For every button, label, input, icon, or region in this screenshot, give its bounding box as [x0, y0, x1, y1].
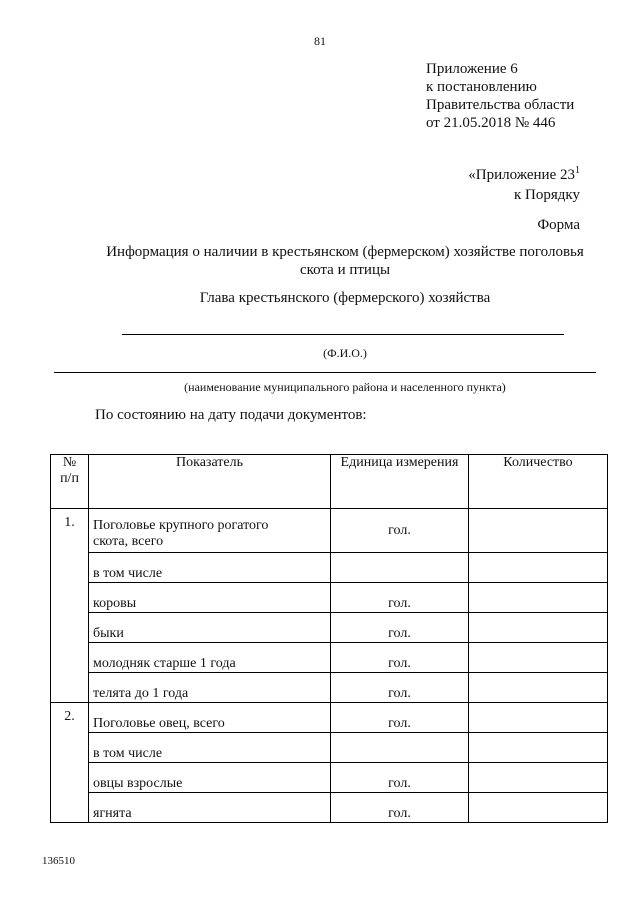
row-indicator	[89, 509, 331, 553]
header-number	[51, 455, 89, 509]
livestock-table	[50, 454, 608, 823]
table-row	[51, 793, 608, 823]
row-number	[51, 763, 89, 793]
row-unit	[331, 733, 469, 763]
quantity-input-cell[interactable]	[469, 733, 608, 763]
row-unit: гол.	[331, 703, 469, 733]
row-indicator: овцы взрослые	[89, 763, 331, 793]
order-ref-superscript: 1	[575, 165, 580, 176]
form-label: Форма	[537, 217, 580, 233]
row-unit: гол.	[331, 509, 469, 553]
quantity-input-cell[interactable]	[469, 673, 608, 703]
row-indicator: в том числе	[89, 733, 331, 763]
table-header-row	[51, 455, 608, 509]
table-row	[51, 509, 608, 553]
row-number	[51, 673, 89, 703]
quantity-input-cell[interactable]	[469, 703, 608, 733]
row-unit: гол.	[331, 643, 469, 673]
appendix-line-1: Приложение 6	[426, 61, 518, 77]
row-unit: гол.	[331, 793, 469, 823]
table-row	[51, 583, 608, 613]
row-unit: гол.	[331, 673, 469, 703]
row-unit: гол.	[331, 583, 469, 613]
header-number-line-2: п/п	[60, 471, 79, 486]
state-text: По состоянию на дату подачи документов:	[95, 407, 367, 423]
quantity-input-cell[interactable]	[469, 583, 608, 613]
document-title	[60, 243, 630, 279]
table-row	[51, 733, 608, 763]
appendix-line-4: от 21.05.2018 № 446	[426, 115, 556, 131]
table-row	[51, 643, 608, 673]
row-indicator: Поголовье овец, всего	[89, 703, 331, 733]
row-number	[51, 643, 89, 673]
header-unit: Единица измерения	[331, 455, 469, 509]
head-label: Глава крестьянского (фермерского) хозяйства	[199, 290, 491, 306]
row-indicator-line-1: Поголовье крупного рогатого	[93, 518, 269, 533]
quantity-input-cell[interactable]	[469, 509, 608, 553]
fio-fill-line	[122, 334, 564, 335]
fio-caption: (Ф.И.О.)	[323, 346, 367, 360]
row-number	[51, 553, 89, 583]
row-number: 1.	[51, 509, 89, 553]
row-indicator: телята до 1 года	[89, 673, 331, 703]
title-line-1: Информация о наличии в крестьянском (фермерском) хозяйстве поголовья	[106, 244, 584, 260]
header-quantity: Количество	[469, 455, 608, 509]
header-indicator: Показатель	[89, 455, 331, 509]
title-line-2: скота и птицы	[299, 262, 391, 278]
row-number	[51, 733, 89, 763]
quantity-input-cell[interactable]	[469, 613, 608, 643]
appendix-line-3: Правительства области	[426, 97, 575, 113]
quantity-input-cell[interactable]	[469, 553, 608, 583]
municipality-fill-line	[54, 372, 596, 373]
table-row	[51, 553, 608, 583]
row-unit: гол.	[331, 763, 469, 793]
footer-code: 136510	[42, 855, 75, 867]
row-number: 2.	[51, 703, 89, 733]
row-number	[51, 793, 89, 823]
order-reference	[468, 165, 580, 205]
row-number	[51, 613, 89, 643]
table-row	[51, 673, 608, 703]
order-ref-line-2: к Порядку	[514, 187, 580, 203]
municipality-caption: (наименование муниципального района и населенного пункта)	[184, 380, 506, 394]
page-number: 81	[314, 34, 326, 48]
order-ref-line-1: «Приложение 23	[468, 167, 575, 183]
table-row	[51, 703, 608, 733]
row-indicator-line-2: скота, всего	[93, 534, 164, 549]
row-indicator: коровы	[89, 583, 331, 613]
quantity-input-cell[interactable]	[469, 643, 608, 673]
row-number	[51, 583, 89, 613]
header-number-line-1: №	[62, 455, 77, 470]
table-row	[51, 613, 608, 643]
appendix-block	[426, 60, 574, 132]
appendix-line-2: к постановлению	[426, 79, 537, 95]
table-row	[51, 763, 608, 793]
row-indicator: молодняк старше 1 года	[89, 643, 331, 673]
row-unit: гол.	[331, 613, 469, 643]
row-indicator: быки	[89, 613, 331, 643]
row-indicator: в том числе	[89, 553, 331, 583]
row-unit	[331, 553, 469, 583]
row-indicator: ягнята	[89, 793, 331, 823]
quantity-input-cell[interactable]	[469, 793, 608, 823]
quantity-input-cell[interactable]	[469, 763, 608, 793]
